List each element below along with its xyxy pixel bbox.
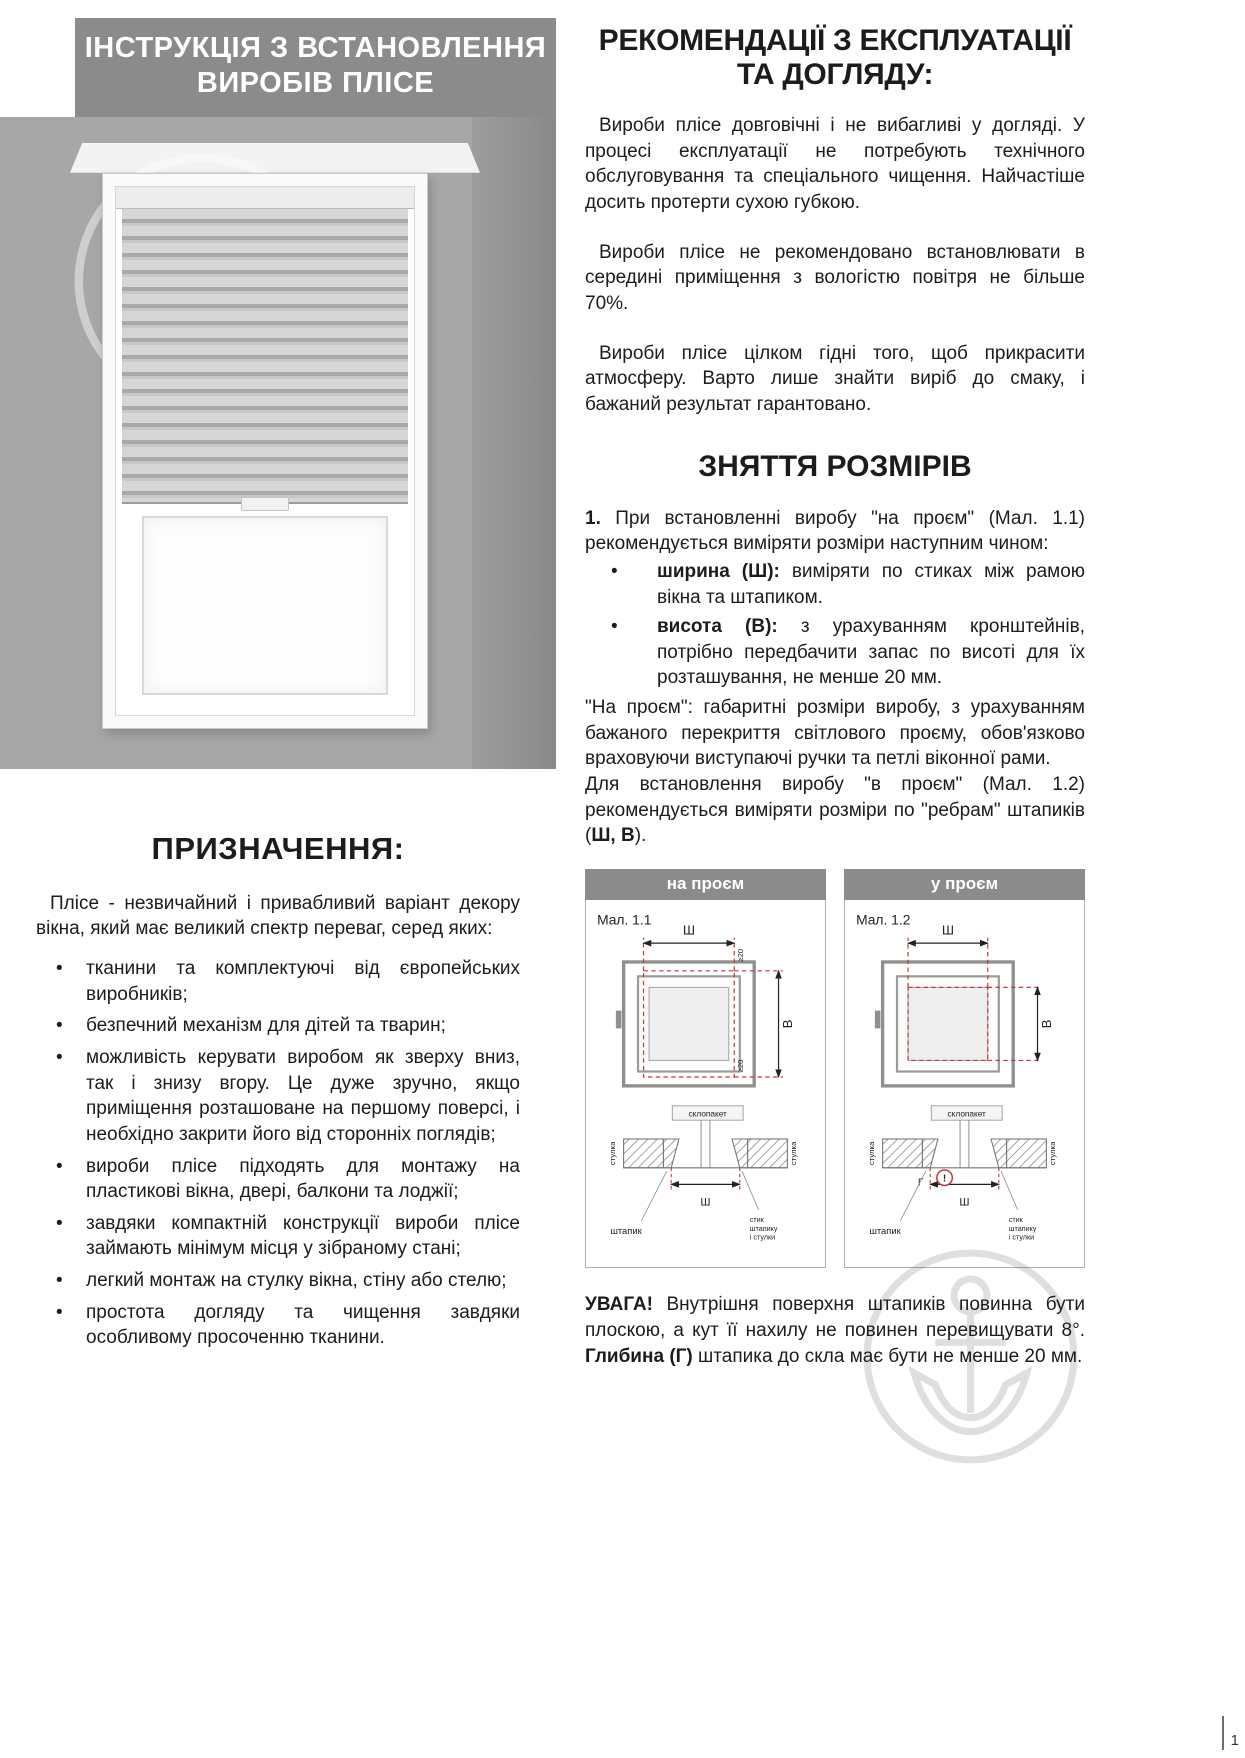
list-item: • безпечний механізм для дітей та тварин; <box>36 1013 520 1039</box>
care-paragraph-1: Вироби плісе довговічні і не вибагливі у догляді. У процесі експлуатації не потребують технічного обслуговування та спеціального чищення. Найчастіше досить протерти сухою губкою. <box>585 115 1085 214</box>
window-drawing <box>616 962 754 1086</box>
care-heading <box>585 24 1085 91</box>
care-paragraph-2: Вироби плісе не рекомендовано встановлювати в середині приміщення з вологістю повітря не більше 70%. <box>585 241 1085 315</box>
width-dim-label: Ш <box>682 922 695 938</box>
joint-label-3: і стулки <box>749 1232 776 1242</box>
joint-leader <box>1001 1171 1018 1210</box>
bottom-width-label: Ш <box>700 1196 711 1209</box>
window-photo <box>0 117 556 769</box>
shtapik-label: штапик <box>869 1225 901 1237</box>
attention-text-2: штапика до скла має бути не менше 20 мм. <box>698 1345 1083 1367</box>
dimension-term: ширина (Ш): <box>657 560 780 582</box>
list-item: • вироби плісе підходять для монтажу на пластикові вікна, двері, балкони та лоджії; <box>36 1154 520 1205</box>
measuring-heading: ЗНЯТТЯ РОЗМІРІВ <box>698 449 972 483</box>
attention-depth-term: Глибина (Г) <box>585 1345 693 1367</box>
window-drawing <box>875 962 1013 1086</box>
window-opening <box>115 186 415 716</box>
care-paragraph-3: Вироби плісе цілком гідні того, щоб прикрасити атмосферу. Варто лише знайти виріб до смаку, і бажаний результат гарантовано. <box>585 342 1085 415</box>
shtapik-leader <box>641 1171 666 1221</box>
sash-label-right: стулка <box>1048 1141 1058 1166</box>
step-number: 1. <box>585 507 601 529</box>
wall-shadow <box>472 117 556 769</box>
list-item: • простота догляду та чищення завдяки особливому просоченню тканини. <box>36 1300 520 1351</box>
care-heading-line1: РЕКОМЕНДАЦІЇ З ЕКСПЛУАТАЦІЇ <box>598 24 1072 57</box>
page-number-rule <box>1222 1716 1224 1750</box>
sash-label-left: стулка <box>607 1141 617 1166</box>
diagram-figure-1-1 <box>586 900 825 1267</box>
page-number <box>1222 1716 1239 1750</box>
purpose-heading: ПРИЗНАЧЕННЯ: <box>151 830 405 866</box>
list-item <box>585 614 1085 691</box>
diagram-panel-na-proem <box>585 869 826 1268</box>
warning-mark: ! <box>942 1173 947 1185</box>
joint-label-1: стик <box>1008 1214 1023 1224</box>
sash-label-right: стулка <box>789 1141 799 1166</box>
figure-label: Мал. 1.2 <box>856 911 911 928</box>
width-dim-label: Ш <box>941 922 954 938</box>
glass-unit-label: склопакет <box>947 1108 986 1119</box>
gap-bottom-label: ≥20 <box>736 1059 746 1073</box>
measuring-step-1 <box>585 506 1085 557</box>
diagram-header: на проєм <box>585 869 826 900</box>
dimension-text: виміряти по стиках між рамою вікна та штапиком. <box>657 560 1086 608</box>
blind-top-rail <box>116 187 414 209</box>
left-column <box>0 0 556 1357</box>
dimension-text: з урахуванням кронштейнів, потрібно передбачити запас по висоті для їх розташування, не менше 20 мм. <box>657 616 1085 689</box>
purpose-section <box>36 831 520 1351</box>
list-item: • завдяки компактній конструкції вироби плісе займають мінімум місця у зібраному стані; <box>36 1211 520 1262</box>
instruction-title-line2: ВИРОБІВ ПЛІСЕ <box>196 67 435 100</box>
page-number-value: 1 <box>1230 1732 1239 1749</box>
pleated-blind-illustration <box>122 209 408 505</box>
diagram-figure-1-2 <box>845 900 1084 1267</box>
list-item: • легкий монтаж на стулку вікна, стіну або стелю; <box>36 1268 520 1294</box>
v-proem-paragraph <box>585 772 1085 849</box>
diagram-header: у проєм <box>844 869 1085 900</box>
shtapik-label: штапик <box>610 1225 642 1237</box>
instruction-title-line1: ІНСТРУКЦІЯ З ВСТАНОВЛЕННЯ <box>84 32 547 64</box>
height-dim-label: В <box>1038 1019 1054 1029</box>
window-glass <box>142 516 388 694</box>
list-item <box>585 559 1085 610</box>
window-frame <box>102 173 428 729</box>
purpose-list <box>36 956 520 1351</box>
bottom-width-label: Ш <box>959 1196 970 1209</box>
joint-label-1: стик <box>749 1214 764 1224</box>
dimension-term: висота (В): <box>657 616 778 638</box>
list-item: • тканини та комплектуючі від європейських виробників; <box>36 956 520 1007</box>
joint-label-2: штапику <box>1008 1223 1037 1233</box>
diagram-panel-u-proem <box>844 869 1085 1268</box>
v-proem-text-2: ). <box>634 825 647 847</box>
joint-label-3: і стулки <box>1008 1232 1035 1242</box>
v-proem-text-1: Для встановлення виробу "в проєм" (Мал. 1.2) рекомендується виміряти розміри по "ребрам" штапиків ( <box>585 774 1085 847</box>
left-header-banner <box>75 18 556 117</box>
gap-top-label: ≥20 <box>736 948 746 962</box>
step-text: При встановленні виробу "на проєм" (Мал. 1.1) рекомендується виміряти розміри наступним чином: <box>585 507 1085 555</box>
joint-label-2: штапику <box>749 1223 778 1233</box>
care-heading-line2: ТА ДОГЛЯДУ: <box>736 57 934 91</box>
measurement-diagrams <box>585 869 1085 1268</box>
measuring-list <box>585 559 1085 691</box>
blind-handle <box>241 497 289 511</box>
diagram-body <box>585 900 826 1268</box>
figure-label: Мал. 1.1 <box>597 911 652 928</box>
attention-paragraph <box>585 1292 1085 1369</box>
joint-guides <box>671 1168 740 1190</box>
right-column <box>585 24 1085 1369</box>
sash-label-left: стулка <box>866 1141 876 1166</box>
joint-leader <box>742 1171 759 1210</box>
attention-label: УВАГА! <box>585 1294 653 1316</box>
glass-unit-label: склопакет <box>688 1108 727 1119</box>
na-proem-paragraph: "На проєм": габаритні розміри виробу, з урахуванням бажаного перекриття світлового проєму, обов'язково враховуючи виступаючі ручки та петлі віконної рами. <box>585 697 1085 770</box>
depth-label: Г <box>918 1177 924 1189</box>
shtapik-leader <box>900 1171 925 1221</box>
attention-text-1: Внутрішня поверхня штапиків повинна бути плоскою, а кут її нахилу не повинен перевищувати 8°. <box>585 1294 1085 1341</box>
v-proem-dims: Ш, В <box>591 825 635 847</box>
list-item: • можливість керувати виробом як зверху вниз, так і знизу вгору. Це дуже зручно, якщо приміщення розташоване на першому поверсі, і необхідно закрити його від сторонніх поглядів; <box>36 1045 520 1148</box>
height-dim-label: В <box>779 1019 795 1029</box>
care-section <box>585 113 1085 417</box>
diagram-body <box>844 900 1085 1268</box>
purpose-intro: Плісе - незвичайний і привабливий варіант декору вікна, який має великий спектр переваг, серед яких: <box>36 892 520 940</box>
